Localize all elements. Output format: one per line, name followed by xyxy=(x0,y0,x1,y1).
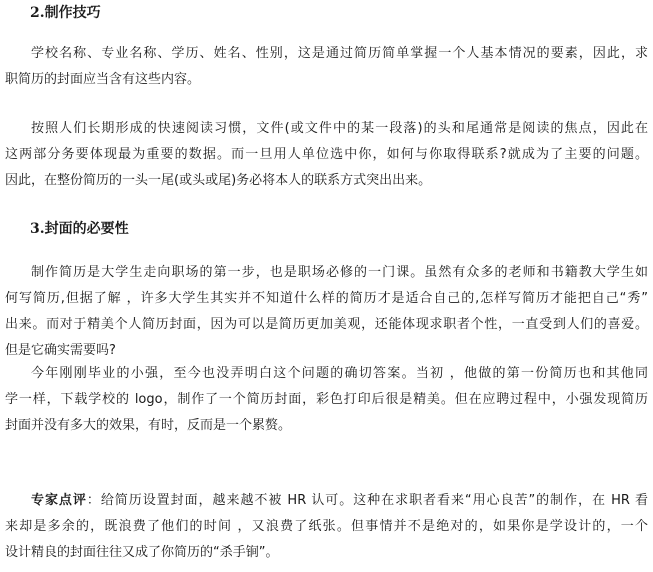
expert-comment-paragraph xyxy=(5,488,648,566)
text-line: 按照人们长期形成的快速阅读习惯，文件(或文件中的某一段落)的头和尾通常是阅读的焦点，因此在 xyxy=(31,121,648,136)
text-line: 今年刚刚毕业的小强，至今也没弄明白这个问题的确切答案。当初 ，他做的第一份简历也和其他同 xyxy=(31,366,648,381)
section-3-heading: 3.封面的必要性 xyxy=(30,221,129,237)
text-line: 来却是多余的，既浪费了他们的时间 ，又浪费了纸张。但事情并不是绝对的，如果你是学设计的，一个 xyxy=(5,519,648,534)
section-2-heading: 2.制作技巧 xyxy=(30,5,101,21)
text-line: 出来。而对于精美个人简历封面，因为可以是简历更加美观，还能体现求职者个性，一直受到人们的喜爱。 xyxy=(5,317,648,332)
section-3-paragraph-1 xyxy=(5,260,648,364)
text-line: 制作简历是大学生走向职场的第一步，也是职场必修的一门课。虽然有众多的老师和书籍教大学生如 xyxy=(31,265,648,280)
text-line: 学一样，下载学校的 logo，制作了一个简历封面，彩色打印后很是精美。但在应聘过程中，小强发现简历 xyxy=(5,392,648,407)
text-line: 何写简历,但据了解 ，许多大学生其实并不知道什么样的简历才是适合自己的,怎样写简历才能把自己“秀” xyxy=(5,291,648,306)
expert-comment-text: ：给简历设置封面，越来越不被 HR 认可。这种在求职者看来“用心良苦”的制作，在 HR 看 xyxy=(86,493,648,508)
section-2-paragraph-2 xyxy=(5,116,648,194)
text-line: 封面并没有多大的效果，有时，反而是一个累赘。 xyxy=(5,418,292,433)
text-line: 职简历的封面应当含有这些内容。 xyxy=(5,72,201,87)
section-2-paragraph-1 xyxy=(5,41,648,93)
text-line: 设计精良的封面往往又成了你简历的“杀手锏”。 xyxy=(5,545,279,560)
text-line: 学校名称、专业名称、学历、姓名、性别，这是通过简历简单掌握一个人基本情况的要素，因此，求 xyxy=(31,46,648,61)
text-line: 这两部分务要体现最为重要的数据。而一旦用人单位选中你，如何与你取得联系?就成为了主要的问题。 xyxy=(5,147,648,162)
text-line: 但是它确实需要吗? xyxy=(5,343,116,358)
text-line xyxy=(5,488,648,514)
text-line: 因此，在整份简历的一头一尾(或头或尾)务必将本人的联系方式突出出来。 xyxy=(5,173,432,188)
expert-comment-label: 专家点评 xyxy=(31,493,87,508)
section-3-paragraph-2 xyxy=(5,361,648,439)
